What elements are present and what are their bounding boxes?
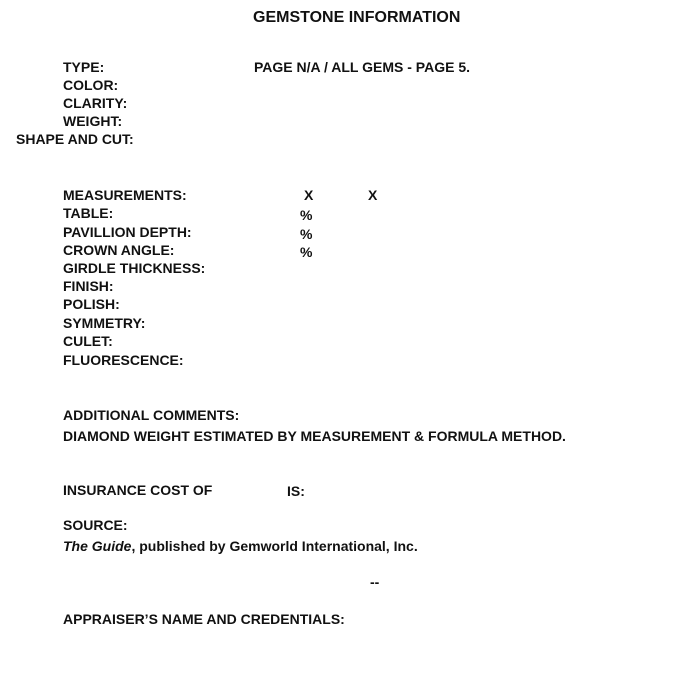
finish-label: FINISH:	[63, 278, 114, 294]
type-label: TYPE:	[63, 59, 105, 75]
weight-label: WEIGHT:	[63, 113, 123, 129]
crown-unit: %	[300, 244, 313, 260]
page-title: GEMSTONE INFORMATION	[253, 9, 461, 26]
girdle-thickness-label: GIRDLE THICKNESS:	[63, 260, 206, 276]
culet-label: CULET:	[63, 333, 113, 349]
insurance-cost-label: INSURANCE COST OF	[63, 482, 213, 498]
symmetry-label: SYMMETRY:	[63, 315, 146, 331]
clarity-label: CLARITY:	[63, 95, 128, 111]
fluorescence-label: FLUORESCENCE:	[63, 352, 184, 368]
measurements-label: MEASUREMENTS:	[63, 187, 187, 203]
additional-comments-label: ADDITIONAL COMMENTS:	[63, 407, 240, 423]
additional-comments-text: DIAMOND WEIGHT ESTIMATED BY MEASUREMENT & FORMULA METHOD.	[63, 428, 566, 444]
measurement-x-mark-1: X	[304, 187, 314, 203]
table-unit: %	[300, 207, 313, 223]
section-divider: --	[370, 574, 380, 590]
pavillion-unit: %	[300, 226, 313, 242]
source-label: SOURCE:	[63, 517, 128, 533]
insurance-is-label: IS:	[287, 483, 305, 499]
guide-publisher: , published by Gemworld International, Inc.	[131, 538, 418, 554]
page-reference: PAGE N/A / ALL GEMS - PAGE 5.	[254, 59, 470, 75]
shape-and-cut-label: SHAPE AND CUT:	[16, 131, 134, 147]
polish-label: POLISH:	[63, 296, 120, 312]
appraiser-name-label: APPRAISER’S NAME AND CREDENTIALS:	[63, 611, 345, 627]
pavillion-depth-label: PAVILLION DEPTH:	[63, 224, 192, 240]
measurement-x-mark-2: X	[368, 187, 378, 203]
color-label: COLOR:	[63, 77, 119, 93]
guide-title: The Guide	[63, 538, 132, 554]
source-citation	[63, 538, 418, 554]
table-label: TABLE:	[63, 205, 114, 221]
crown-angle-label: CROWN ANGLE:	[63, 242, 175, 258]
